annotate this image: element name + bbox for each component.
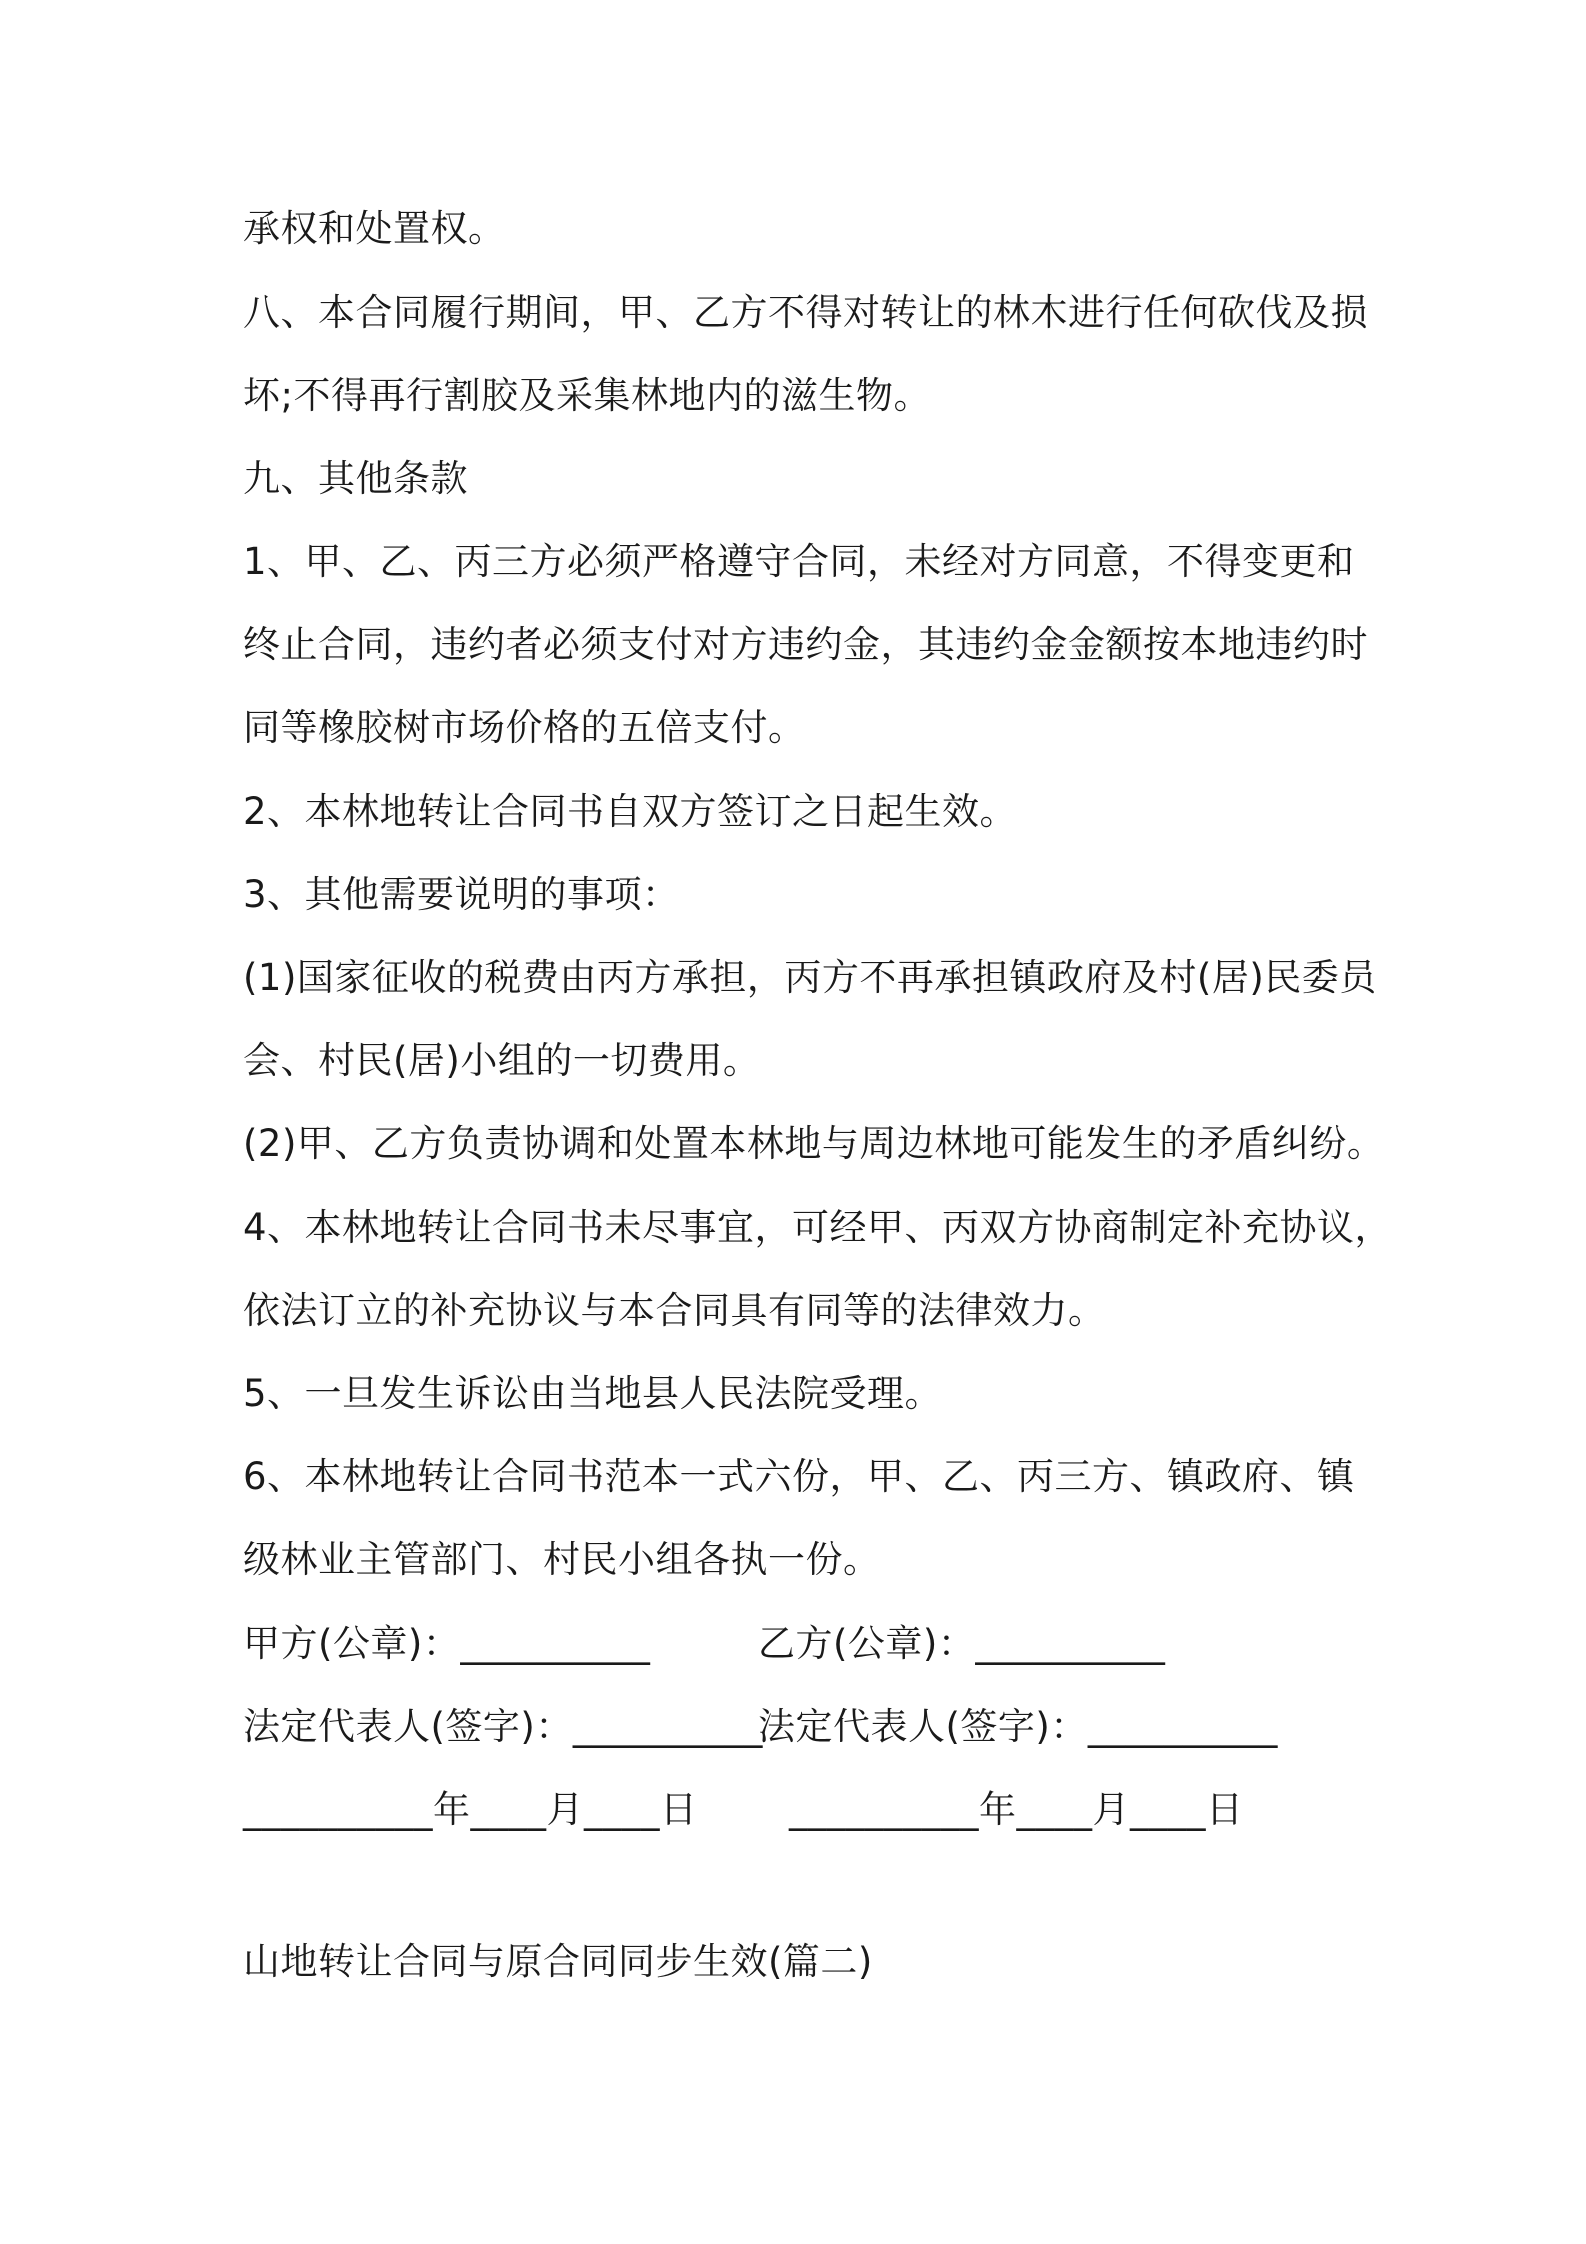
paragraph-line: 3、其他需要说明的事项： — [243, 873, 680, 916]
paragraph-line: 坏;不得再行割胶及采集林地内的滋生物。 — [243, 374, 931, 417]
date-a-field[interactable]: __________年____月____日 — [243, 1788, 698, 1831]
paragraph-line: 依法订立的补充协议与本合同具有同等的法律效力。 — [243, 1289, 1106, 1332]
seal-row — [243, 1621, 650, 1667]
date-b-field[interactable]: __________年____月____日 — [789, 1788, 1244, 1831]
paragraph-line: 5、一旦发生诉讼由当地县人民法院受理。 — [243, 1372, 943, 1415]
clause-heading: 九、其他条款 — [243, 457, 468, 500]
party-b-seal-field[interactable]: 乙方(公章)：__________ — [758, 1622, 1166, 1665]
date-row-b — [789, 1787, 1244, 1833]
paragraph-line: (1)国家征收的税费由丙方承担，丙方不再承担镇政府及村(居)民委员 — [243, 956, 1377, 999]
paragraph-line: 6、本林地转让合同书范本一式六份，甲、乙、丙三方、镇政府、镇 — [243, 1455, 1355, 1498]
paragraph-line: (2)甲、乙方负责协调和处置本林地与周边林地可能发生的矛盾纠纷。 — [243, 1122, 1385, 1165]
legal-rep-a-field[interactable]: 法定代表人(签字)：__________ — [243, 1705, 763, 1748]
paragraph-line: 八、本合同履行期间，甲、乙方不得对转让的林木进行任何砍伐及损 — [243, 291, 1368, 334]
legal-rep-row-b — [758, 1704, 1278, 1750]
date-row — [243, 1787, 698, 1833]
paragraph-line: 同等橡胶树市场价格的五倍支付。 — [243, 706, 806, 749]
paragraph-line: 1、甲、乙、丙三方必须严格遵守合同，未经对方同意，不得变更和 — [243, 540, 1355, 583]
paragraph-line: 级林业主管部门、村民小组各执一份。 — [243, 1538, 881, 1581]
legal-rep-row — [243, 1704, 763, 1750]
paragraph-line: 终止合同，违约者必须支付对方违约金，其违约金金额按本地违约时 — [243, 623, 1368, 666]
paragraph-line: 2、本林地转让合同书自双方签订之日起生效。 — [243, 790, 1018, 833]
seal-row-b — [758, 1621, 1165, 1667]
paragraph-line: 会、村民(居)小组的一切费用。 — [243, 1039, 761, 1082]
legal-rep-b-field[interactable]: 法定代表人(签字)：__________ — [758, 1705, 1278, 1748]
section-title: 山地转让合同与原合同同步生效(篇二) — [243, 1940, 873, 1983]
paragraph-line: 4、本林地转让合同书未尽事宜，可经甲、丙双方协商制定补充协议， — [243, 1206, 1393, 1249]
party-a-seal-field[interactable]: 甲方(公章)：__________ — [243, 1622, 651, 1665]
paragraph-line: 承权和处置权。 — [243, 207, 506, 250]
